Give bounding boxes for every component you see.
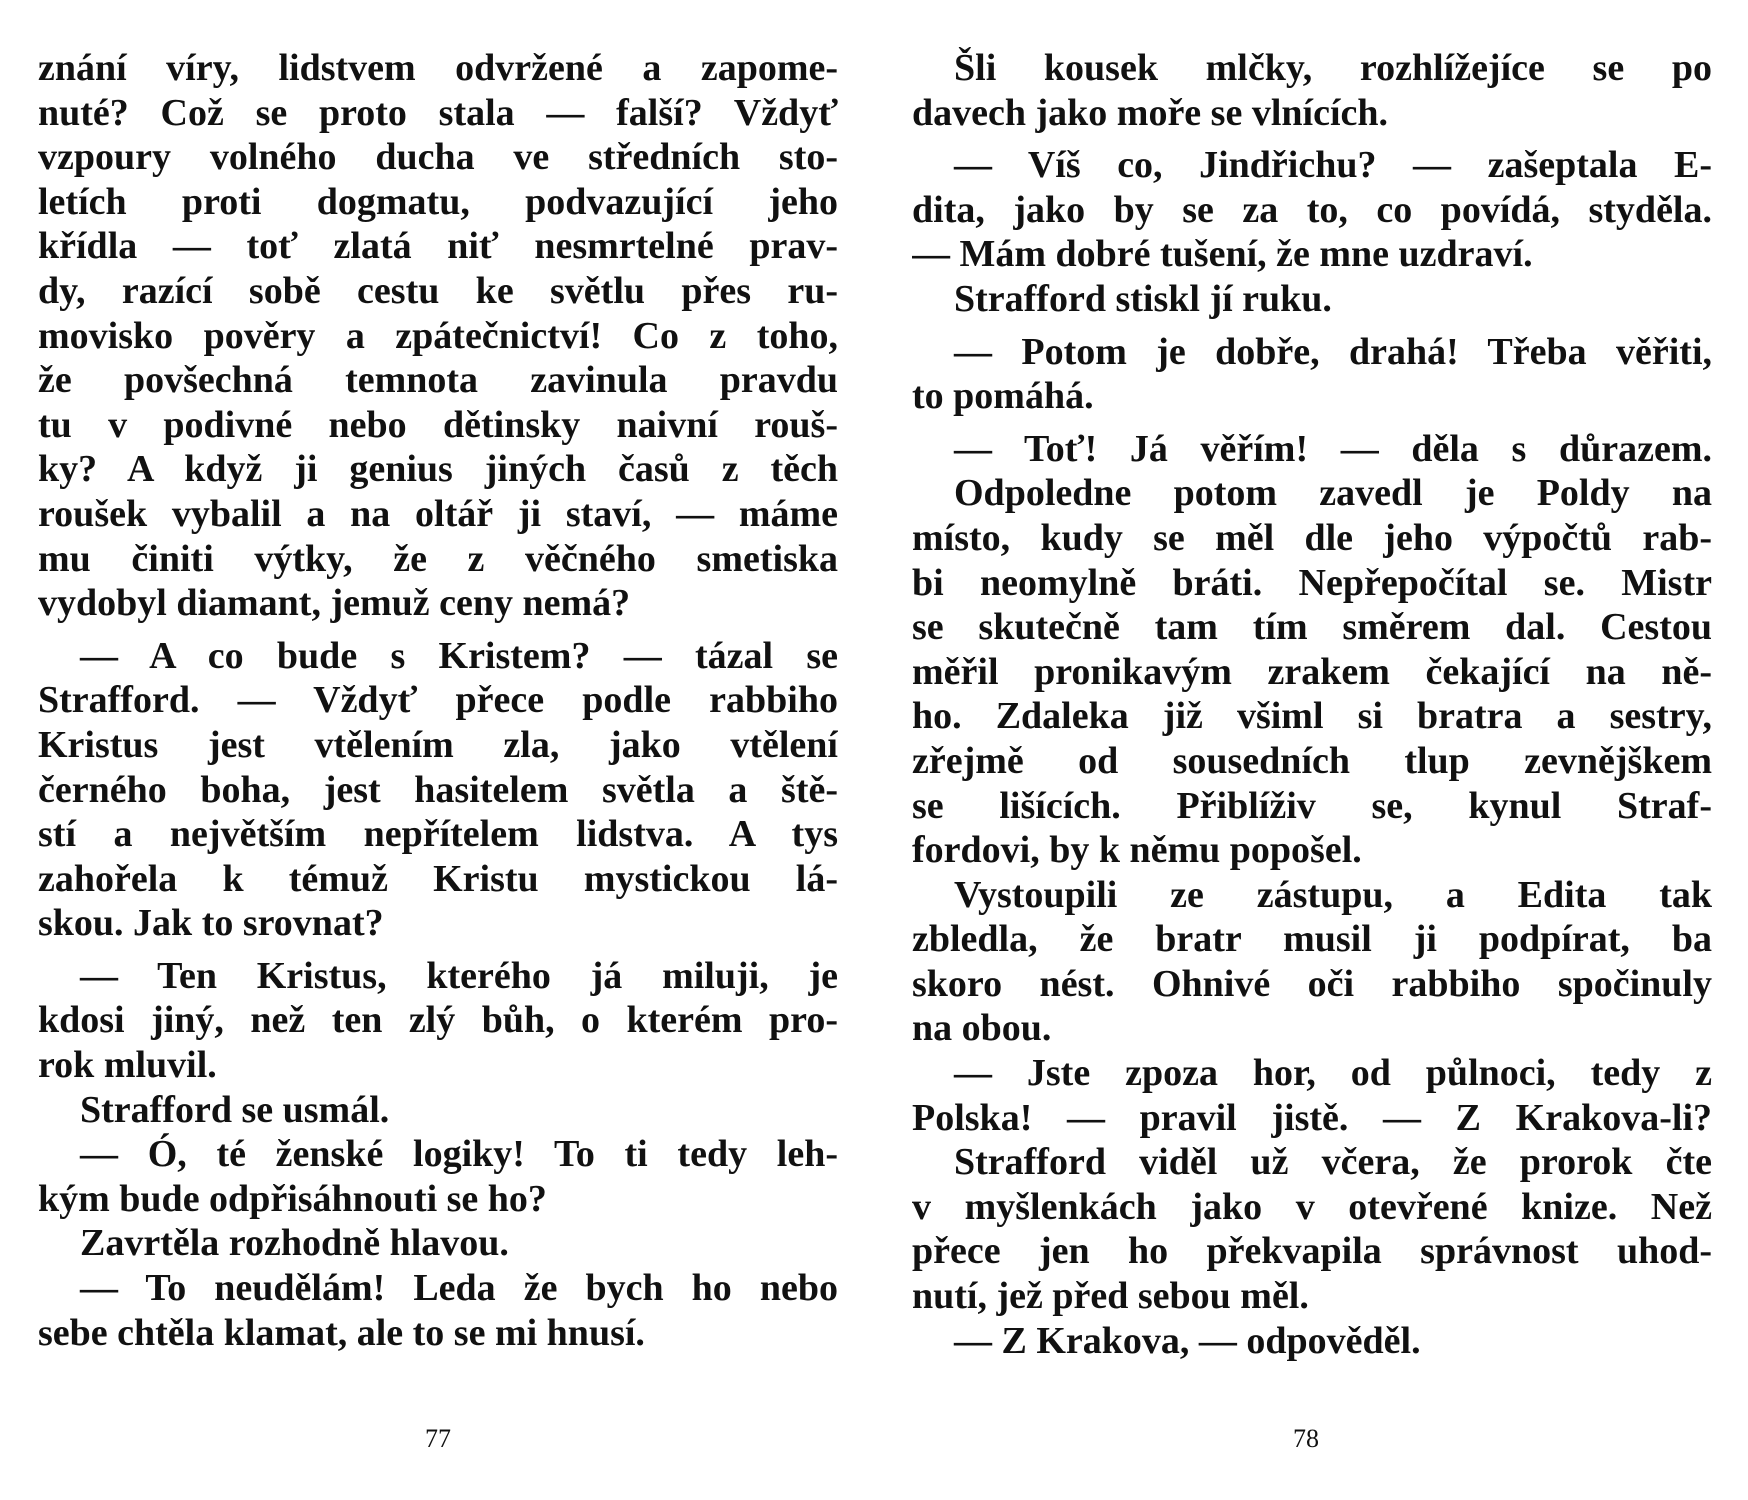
text-line: letích proti dogmatu, podvazující jeho	[38, 180, 838, 223]
paragraph-gap	[912, 135, 1712, 143]
text-line: movisko pověry a zpátečnictví! Co z toho,	[38, 314, 838, 357]
text-line: — To neudělám! Leda že bych ho nebo	[80, 1267, 838, 1310]
text-line: přece jen ho překvapila správnost uhod-	[912, 1230, 1712, 1273]
text-line: Šli kousek mlčky, rozhlížejíce se po	[954, 47, 1712, 89]
left-page-text	[38, 46, 838, 1355]
left-page	[38, 46, 856, 1355]
text-line: davech jako moře se vlnících.	[912, 91, 1389, 134]
text-line: Strafford viděl už včera, že prorok čte	[954, 1141, 1712, 1184]
page-number-left: 77	[425, 1424, 451, 1453]
text-line: vydobyl diamant, jemuž ceny nemá?	[38, 582, 631, 625]
text-line: kdosi jiný, než ten zlý bůh, o kterém pro-	[38, 999, 838, 1042]
text-line: v myšlenkách jako v otevřené knize. Než	[912, 1185, 1712, 1228]
text-line: — Potom je dobře, drahá! Třeba věřiti,	[954, 330, 1712, 373]
text-line: Strafford stiskl jí ruku.	[954, 277, 1332, 320]
text-line: že povšechná temnota zavinula pravdu	[38, 359, 838, 402]
text-line: dy, razící sobě cestu ke světlu přes ru-	[38, 269, 838, 312]
page-number-right: 78	[1293, 1424, 1319, 1453]
text-line: zahořela k témuž Kristu mystickou lá-	[38, 857, 838, 900]
text-line: se skutečně tam tím směrem dal. Cestou	[912, 606, 1712, 649]
text-line: Polska! — pravil jistě. — Z Krakova-li?	[912, 1096, 1712, 1139]
text-line: se lišících. Přiblíživ se, kynul Straf-	[912, 784, 1712, 827]
text-line: tu v podivné nebo dětinsky naivní rouš-	[38, 403, 838, 446]
paragraph-gap	[38, 946, 838, 954]
paragraph-gap	[912, 322, 1712, 330]
text-line: černého boha, jest hasitelem světla a ště-	[38, 768, 838, 811]
text-line: — Víš co, Jindřichu? — zašeptala E-	[954, 144, 1712, 187]
right-page-text	[912, 46, 1712, 1363]
text-line: — Jste zpoza hor, od půlnoci, tedy z	[954, 1052, 1712, 1095]
text-line: zřejmě od sousedních tlup zevnějškem	[912, 739, 1712, 782]
text-line: Odpoledne potom zavedl je Poldy na	[954, 472, 1712, 515]
text-line: Strafford se usmál.	[80, 1088, 390, 1131]
text-line: mu činiti výtky, že z věčného smetiska	[38, 537, 838, 580]
text-line: roušek vybalil a na oltář ji staví, — máme	[38, 492, 838, 535]
text-line: kým bude odpřisáhnouti se ho?	[38, 1177, 547, 1220]
text-line: — Mám dobré tušení, že mne uzdraví.	[912, 233, 1533, 276]
text-line: křídla — toť zlatá niť nesmrtelné prav-	[38, 225, 838, 268]
text-line: to pomáhá.	[912, 375, 1094, 418]
text-line: Vystoupili ze zástupu, a Edita tak	[954, 873, 1712, 916]
text-line: skou. Jak to srovnat?	[38, 902, 384, 945]
text-line: skoro nést. Ohnivé oči rabbiho spočinuly	[912, 962, 1712, 1005]
text-line: — A co bude s Kristem? — tázal se	[80, 634, 838, 677]
text-line: nutí, jež před sebou měl.	[912, 1275, 1309, 1318]
paragraph-gap	[912, 419, 1712, 427]
text-line: stí a největším nepřítelem lidstva. A tys	[38, 813, 838, 856]
text-line: Strafford. — Vždyť přece podle rabbiho	[38, 679, 838, 722]
text-line: sebe chtěla klamat, ale to se mi hnusí.	[38, 1311, 645, 1354]
text-line: zbledla, že bratr musil ji podpírat, ba	[912, 918, 1712, 961]
text-line: ky? A když ji genius jiných časů z těch	[38, 448, 838, 491]
text-line: — Ó, té ženské logiky! To ti tedy leh-	[80, 1133, 838, 1176]
text-line: nuté? Což se proto stala — falší? Vždyť	[38, 91, 838, 134]
text-line: na obou.	[912, 1007, 1052, 1050]
right-page	[912, 46, 1730, 1363]
text-line: Zavrtěla rozhodně hlavou.	[80, 1222, 509, 1265]
text-line: ho. Zdaleka již všiml si bratra a sestry,	[912, 695, 1712, 738]
text-line: — Z Krakova, — odpověděl.	[954, 1319, 1421, 1362]
text-line: rok mluvil.	[38, 1044, 217, 1087]
text-line: fordovi, by k němu popošel.	[912, 829, 1362, 872]
text-line: — Ten Kristus, kterého já miluji, je	[80, 954, 838, 997]
text-line: bi neomylně bráti. Nepřepočítal se. Mistr	[912, 561, 1712, 604]
paragraph-gap	[38, 626, 838, 634]
text-line: — Toť! Já věřím! — děla s důrazem.	[954, 427, 1712, 470]
text-line: dita, jako by se za to, co povídá, styděla.	[912, 188, 1712, 231]
text-line: znání víry, lidstvem odvržené a zapome-	[38, 47, 838, 89]
text-line: Kristus jest vtělením zla, jako vtělení	[38, 723, 838, 766]
text-line: měřil pronikavým zrakem čekající na ně-	[912, 650, 1712, 693]
text-line: vzpoury volného ducha ve středních sto-	[38, 136, 838, 179]
text-line: místo, kudy se měl dle jeho výpočtů rab-	[912, 516, 1712, 559]
